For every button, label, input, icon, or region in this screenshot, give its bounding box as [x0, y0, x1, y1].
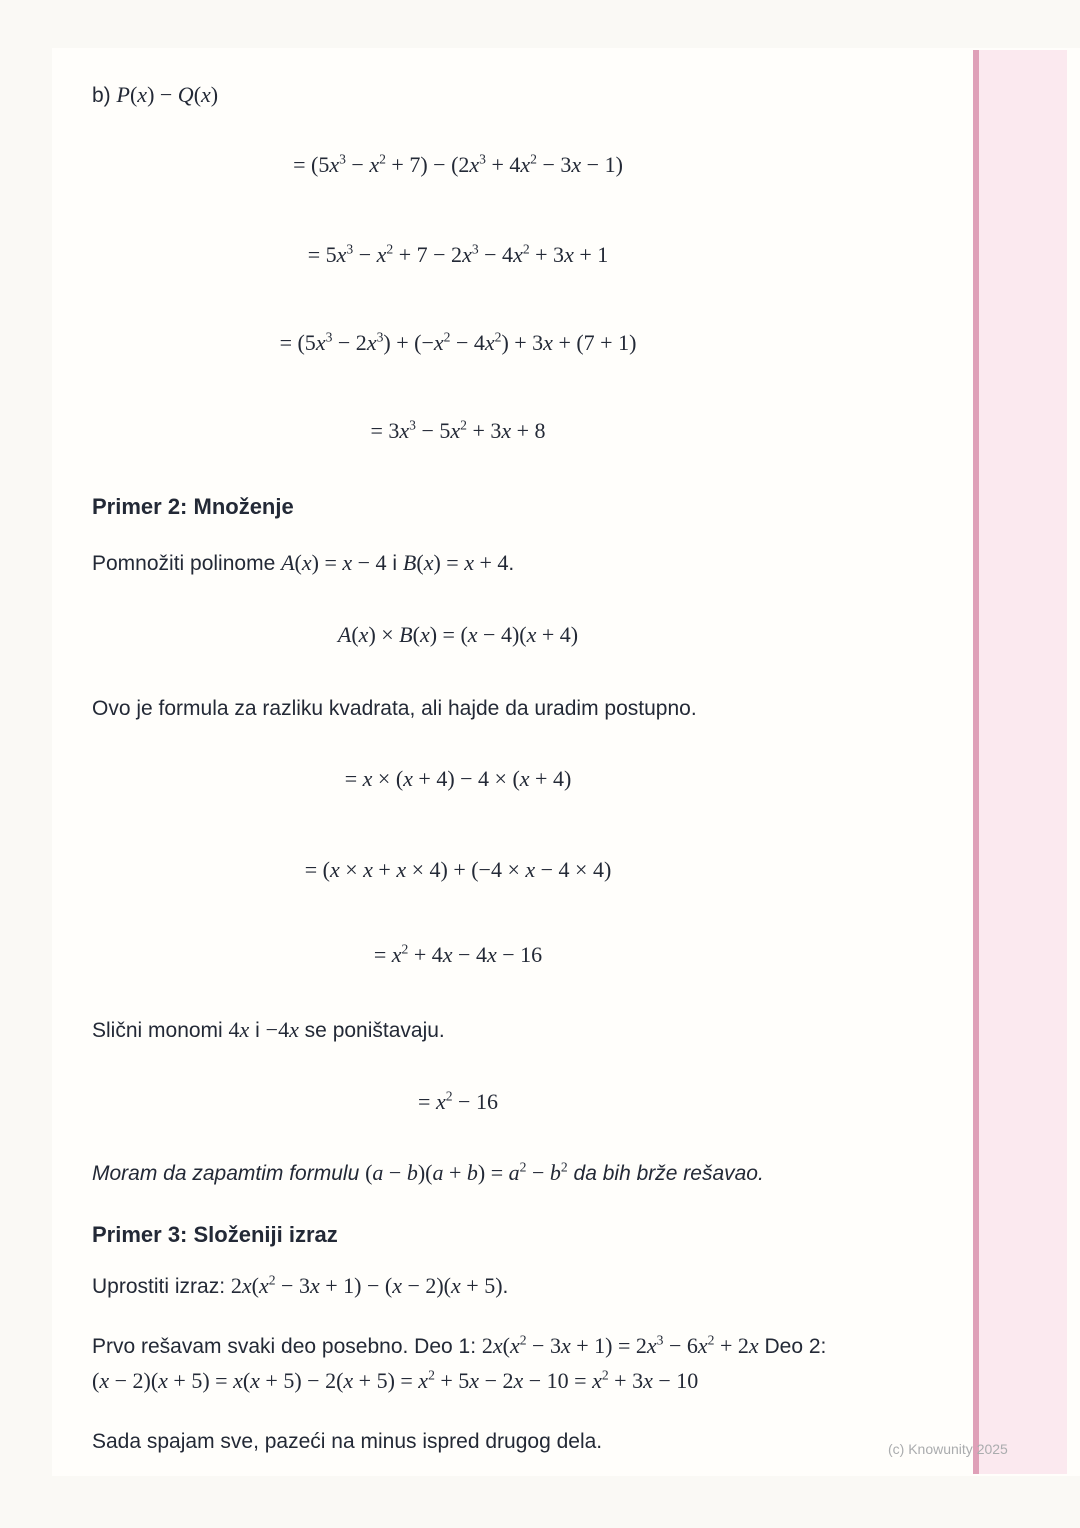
- formula-reminder-note: Moram da zapamtim formulu $(a - b)(a + b) = a^2 - b^2$ da bih brže rešavao.: [92, 1159, 764, 1185]
- copyright-watermark: (c) Knowunity 2025: [888, 1441, 1008, 1457]
- subtraction-step-2: = $5x^3 - x^2 + 7 - 2x^3 - 4x^2 + 3x + 1$: [307, 241, 609, 267]
- multiplication-result: = $x^2 - 16$: [418, 1088, 498, 1114]
- multiplication-step-2: = (x × x + x × 4) + (−4 × x − 4 × 4): [304, 857, 612, 882]
- primer3-heading: Primer 3: Složeniji izraz: [92, 1222, 338, 1247]
- pink-accent-line: [973, 50, 979, 1474]
- monomials-note: Slični monomi 4x i −4x se poništavaju.: [92, 1017, 445, 1042]
- primer2-heading: Primer 2: Množenje: [92, 494, 294, 519]
- pink-highlight-band: [974, 50, 1067, 1474]
- multiplication-step-1: = x × (x + 4) − 4 × (x + 4): [344, 766, 572, 791]
- subtraction-result: = $3x^3 - 5x^2 + 3x + 8$: [370, 417, 546, 443]
- document-page-card: [52, 48, 1080, 1476]
- primer3-work-line-2: $(x - 2)(x + 5) = x(x + 5) - 2(x + 5) = x^2 + 5x - 2x - 10 = x^2 + 3x - 10$: [92, 1367, 699, 1393]
- primer3-closing: Sada spajam sve, pazeći na minus ispred drugog dela.: [92, 1430, 603, 1453]
- part-b-label: b) P(x) − Q(x): [92, 82, 219, 107]
- primer3-work-line-1: Prvo rešavam svaki deo posebno. Deo 1: $2x(x^2 - 3x + 1) = 2x^3 - 6x^2 + 2x$ Deo 2:: [92, 1332, 827, 1358]
- subtraction-step-3: = $(5x^3 - 2x^3) + (-x^2 - 4x^2) + 3x + (7 + 1)$: [279, 329, 637, 355]
- multiplication-step-3: = $x^2 + 4x - 4x - 16$: [373, 941, 543, 967]
- primer3-task: Uprostiti izraz: $2x(x^2 - 3x + 1) - (x - 2)(x + 5)$.: [92, 1272, 509, 1298]
- multiplication-setup: A(x) × B(x) = (x − 4)(x + 4): [337, 622, 579, 647]
- primer2-intro: Pomnožiti polinome A(x) = x − 4 i B(x) = x + 4.: [92, 550, 515, 575]
- subtraction-step-1: = $(5x^3 - x^2 + 7) - (2x^3 + 4x^2 - 3x - 1)$: [293, 151, 623, 177]
- primer2-note: Ovo je formula za razliku kvadrata, ali hajde da uradim postupno.: [92, 697, 697, 720]
